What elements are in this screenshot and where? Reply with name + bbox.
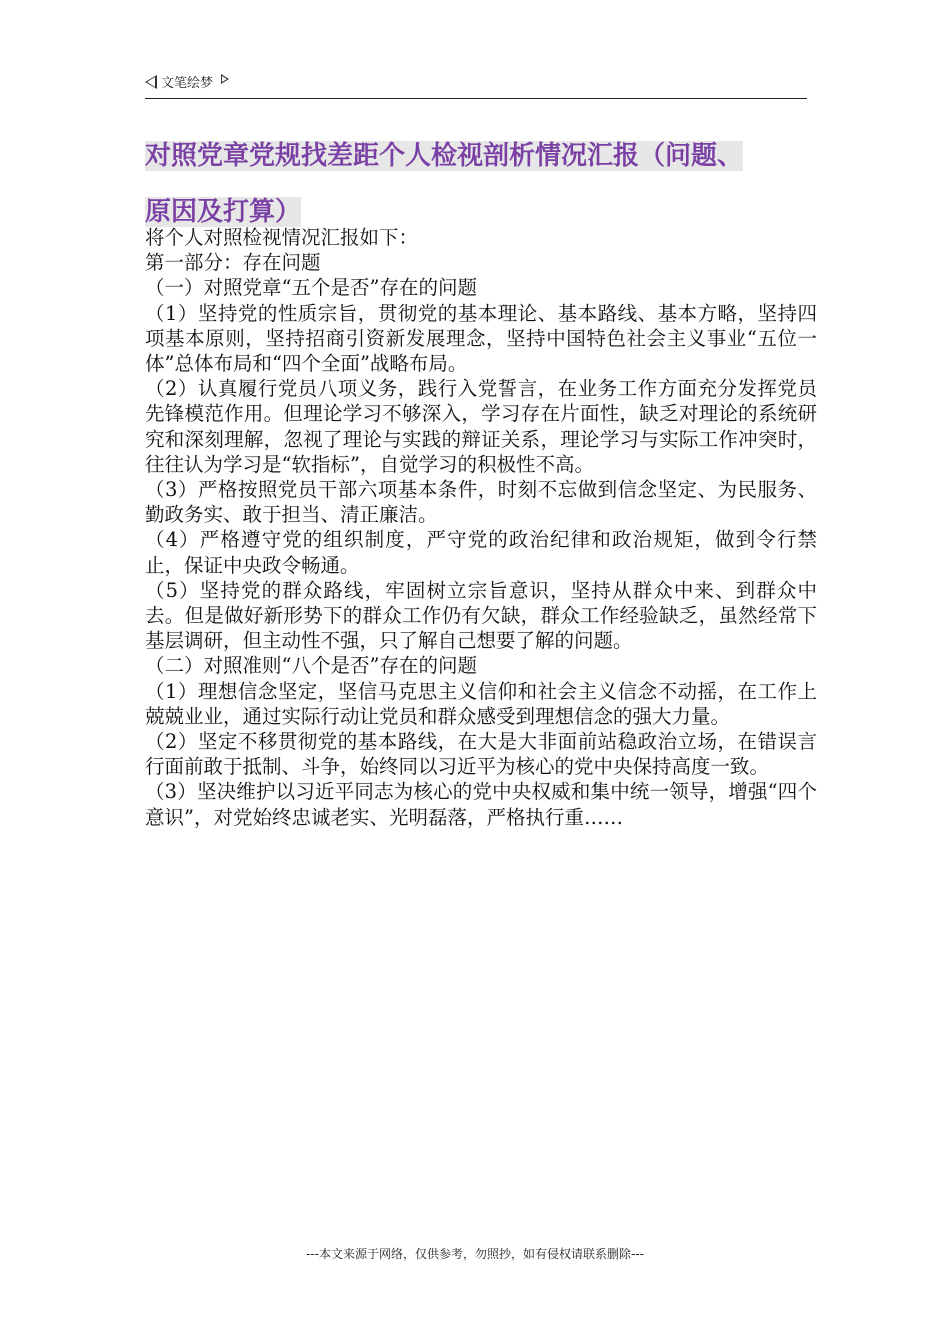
paragraph-item: （4）严格遵守党的组织制度，严守党的政治纪律和政治规矩，做到令行禁止，保证中央政令畅通。 [145,528,817,577]
triangle-left-icon [145,75,157,89]
paragraph-item: （2）坚定不移贯彻党的基本路线，在大是大非面前站稳政治立场，在错误言行面前敢于抵制、斗争，始终同以习近平为核心的党中央保持高度一致。 [145,730,817,779]
paragraph-item: （1）坚持党的性质宗旨，贯彻党的基本理论、基本路线、基本方略，坚持四项基本原则，坚持招商引资新发展理念，坚持中国特色社会主义事业“五位一体”总体布局和“四个全面”战略布局。 [145,301,817,376]
title-line-2: 原因及打算） [145,197,302,227]
section-heading-part-one: 第一部分：存在问题 [145,251,321,275]
paragraph-item: （3）坚决维护以习近平同志为核心的党中央权威和集中统一领导，增强“四个意识”，对党始终忠诚老实、光明磊落，严格执行重…… [145,780,817,829]
paragraph-item: （2）认真履行党员八项义务，践行入党誓言，在业务工作方面充分发挥党员先锋模范作用。但理论学习不够深入，学习存在片面性，缺乏对理论的系统研究和深刻理解，忽视了理论与实践的辩证关系，理论学习与实际工作冲突时，往往认为学习是“软指标”，自觉学习的积极性不高。 [145,377,817,476]
subsection-heading-2: （二）对照准则“八个是否”存在的问题 [145,654,477,678]
document-title [145,128,815,240]
document-body [145,225,817,830]
title-line-1: 对照党章党规找差距个人检视剖析情况汇报（问题、 [145,141,744,171]
header-brand: 文笔绘梦 [161,76,214,91]
page-footer-notice: ---本文来源于网络，仅供参考，勿照抄，如有侵权请联系删除--- [306,1247,644,1261]
paragraph-item: （3）严格按照党员干部六项基本条件，时刻不忘做到信念坚定、为民服务、勤政务实、敢于担当、清正廉洁。 [145,478,817,527]
paragraph-item: （1）理想信念坚定，坚信马克思主义信仰和社会主义信念不动摇，在工作上兢兢业业，通过实际行动让党员和群众感受到理想信念的强大力量。 [145,679,817,728]
paragraph-item: （5）坚持党的群众路线，牢固树立宗旨意识，坚持从群众中来、到群众中去。但是做好新形势下的群众工作仍有欠缺，群众工作经验缺乏，虽然经常下基层调研，但主动性不强，只了解自己想要了解的问题。 [145,578,817,653]
subsection-heading-1: （一）对照党章“五个是否”存在的问题 [145,276,477,300]
paragraph-intro: 将个人对照检视情况汇报如下： [145,226,419,249]
triangle-right-icon [221,74,229,84]
page-header [145,74,807,99]
